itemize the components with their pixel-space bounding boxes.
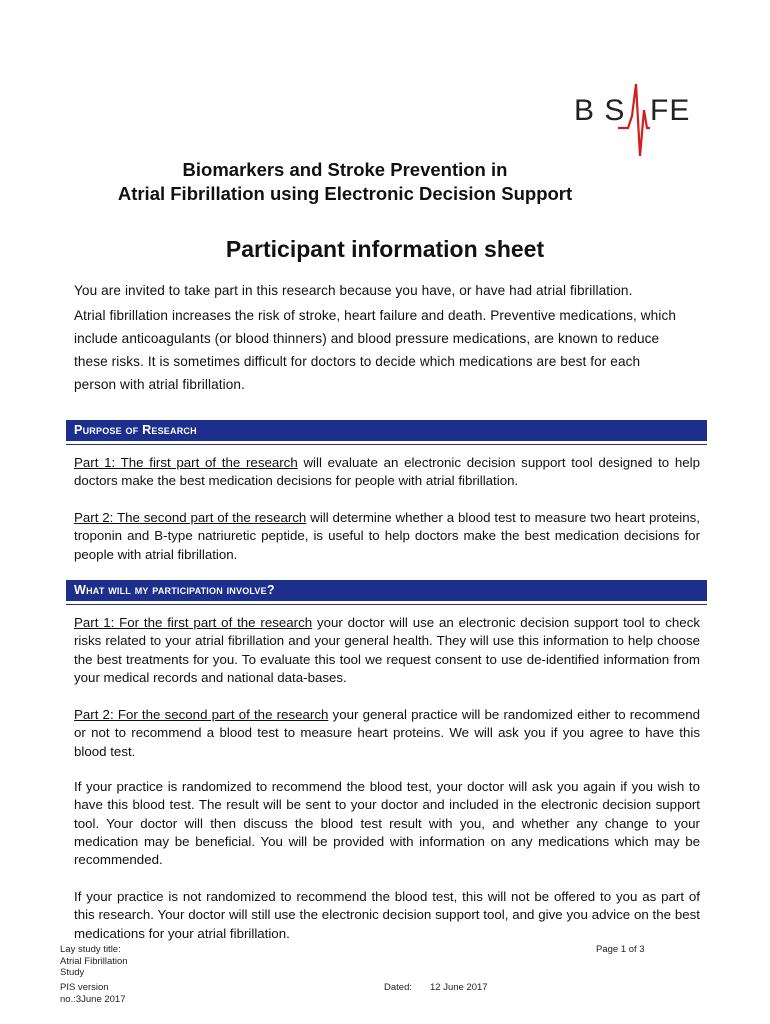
purpose-part-2-text: will determine whether a blood test to measure two heart proteins, troponin and B-type natriuretic peptide, is useful to help doctors make the best medication decisions for people with atrial fibrillation. [74,510,700,562]
participation-paragraph-3: If your practice is randomized to recommend the blood test, your doctor will ask you again if you wish to have this blood test. The result will be sent to your doctor and included in the electronic decision support tool. Your doctor will then discuss the blood test result with you, and whether any change to your medication may be beneficial. You will be provided with information on any medications which may be recommended. [74,779,700,868]
intro-paragraph-1: You are invited to take part in this research because you have, or have had atrial fibrillation. [74,283,633,298]
participation-part-1-text: your doctor will use an electronic decision support tool to check risks related to your atrial fibrillation and your general health. They will use this information to help choose the best treatments for you. To evaluate this tool we request consent to use de-identified information from your medical records and national data-bases. [74,615,700,685]
footer-lay-title [60,944,128,979]
participation-part-2 [74,706,700,761]
participation-part-1-label: Part 1: For the first part of the research [74,615,313,630]
logo-text-right: FE [650,94,691,127]
bsafe-logo [572,80,692,158]
section-divider [66,444,707,445]
section-divider [66,604,707,605]
participation-paragraph-4: If your practice is not randomized to recommend the blood test, this will not be offered to you as part of this research. Your doctor will still use the electronic decision support tool, and give you advice on the best medications for your atrial fibrillation. [74,889,700,941]
participation-part-2-text: your general practice will be randomized either to recommend or not to recommend a blood test to measure heart proteins. We will ask you if you agree to have this blood test. [74,707,700,759]
section-heading-participation: What will my participation involve? [66,580,707,601]
footer-pis-version-line: PIS version [60,982,109,993]
study-title-line2: Atrial Fibrillation using Electronic Decision Support [117,183,573,204]
page-title: Participant information sheet [225,236,545,262]
footer-lay-title-line: Lay study title: [60,944,121,955]
logo-heartbeat-icon [618,80,650,158]
section-heading-purpose: Purpose of Research [66,420,707,441]
purpose-part-1-label: Part 1: The first part of the research [74,455,298,470]
logo-text-left: B S [574,94,626,127]
purpose-part-2-label: Part 2: The second part of the research [74,510,307,525]
footer-lay-title-line: Atrial Fibrillation [60,955,128,967]
footer-lay-title-line: Study [60,967,85,978]
purpose-part-1 [74,454,700,491]
purpose-part-1-text: will evaluate an electronic decision support tool designed to help doctors make the best medication decisions for people with atrial fibrillation. [74,455,701,489]
participation-part-2-label: Part 2: For the second part of the research [74,707,329,722]
footer-dated-value: 12 June 2017 [430,982,488,993]
footer-pis-version-line: no.:3June 2017 [60,993,126,1005]
study-title-line1: Biomarkers and Stroke Prevention in [182,159,508,180]
participation-part-1 [74,614,700,687]
footer-page-number: Page 1 of 3 [596,944,645,955]
footer-pis-version [60,982,126,1005]
intro-line-2: include anticoagulants (or blood thinners) and blood pressure medications, are known to reduce [74,331,660,346]
intro-line-3: these risks. It is sometimes difficult for doctors to decide which medications are best for each [74,354,641,369]
purpose-part-2 [74,509,700,564]
intro-line-1: Atrial fibrillation increases the risk of stroke, heart failure and death. Preventive medications, which [74,308,677,323]
intro-line-4: person with atrial fibrillation. [74,377,245,392]
footer-dated-label: Dated: [384,982,412,993]
